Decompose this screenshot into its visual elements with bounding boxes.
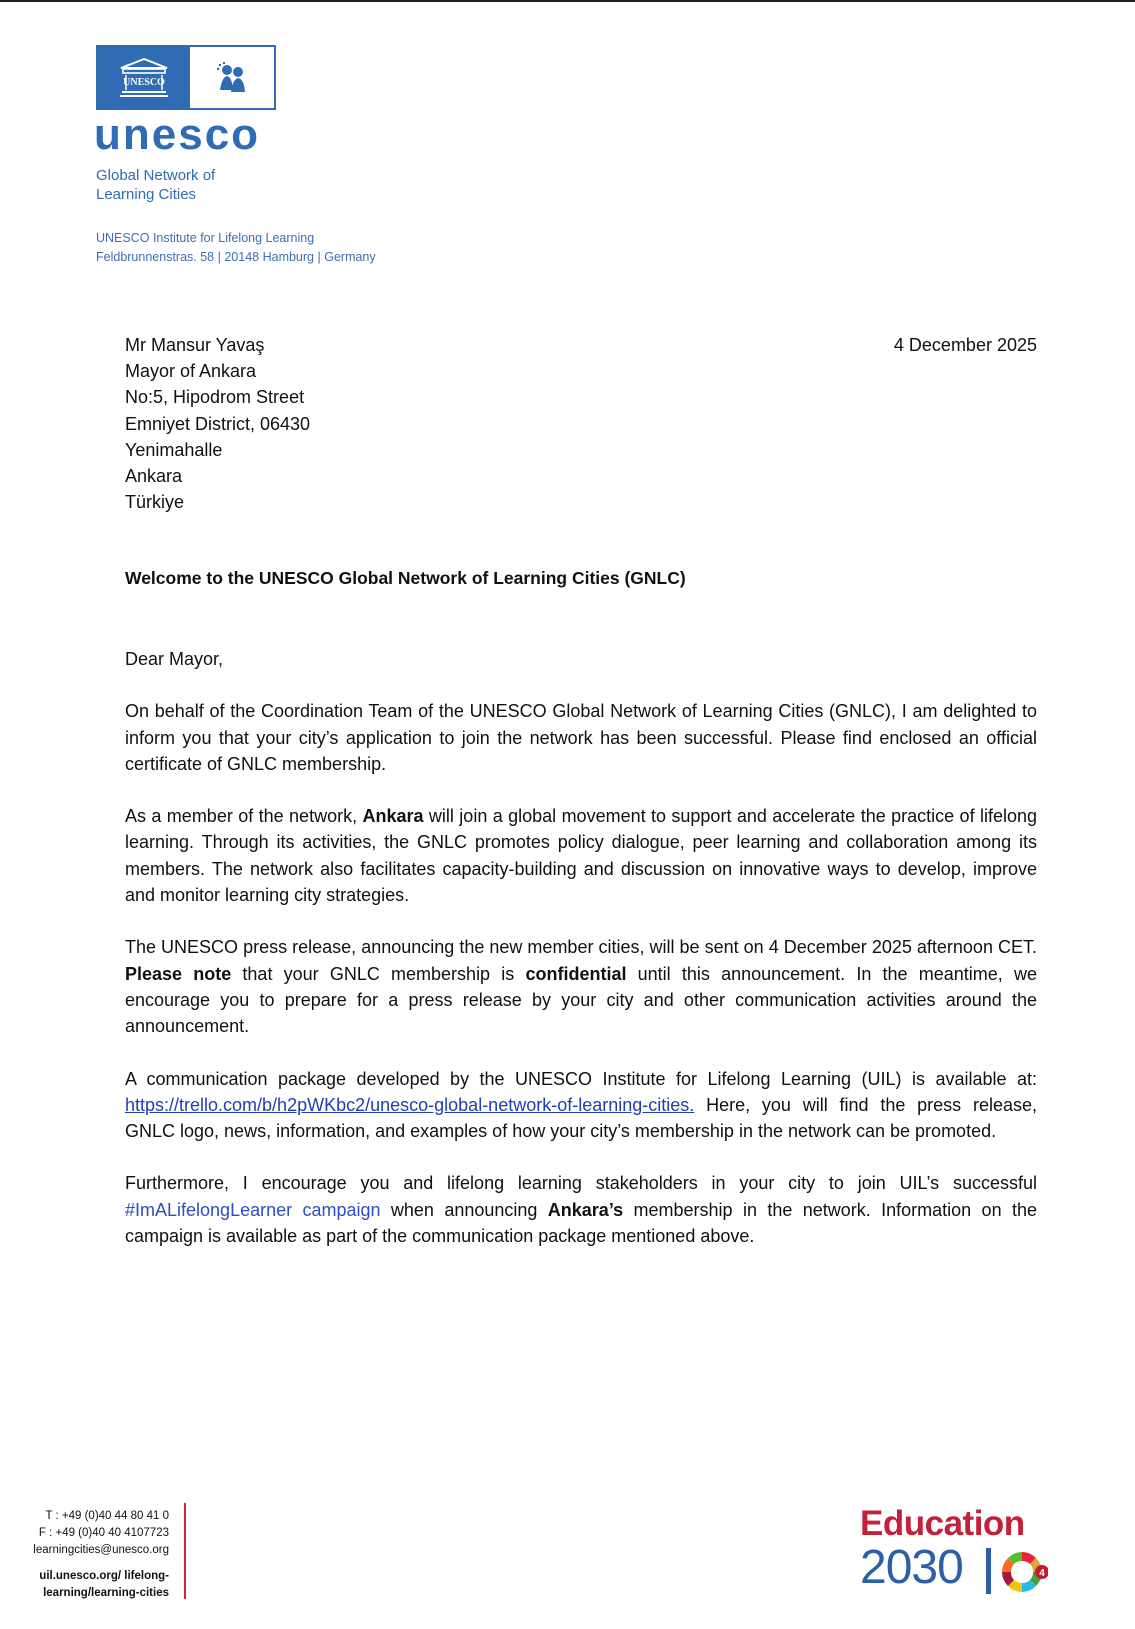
svg-text:4: 4 [1039,1568,1045,1579]
letter-subject: Welcome to the UNESCO Global Network of Learning Cities (GNLC) [125,568,686,588]
network-name: Global Network of Learning Cities [96,167,216,203]
institute-address: UNESCO Institute for Lifelong Learning Feldbrunnenstras. 58 | 20148 Hamburg | Germany [96,229,376,267]
learning-people-icon [214,60,250,96]
education-2030-logo [860,1506,1060,1596]
campaign-link[interactable]: #ImALifelongLearner campaign [125,1199,381,1220]
trello-link[interactable]: https://trello.com/b/h2pWKbc2/unesco-global-network-of-learning-cities. [125,1094,695,1115]
top-border [0,0,1135,2]
paragraph-1: On behalf of the Coordination Team of the UNESCO Global Network of Learning Cities (GNLC), I am delighted to inform you that your city’s application to join the network has been successful. Please find enclosed an official certificate of GNLC membership. [125,701,1037,774]
temple-icon [118,57,170,99]
sdg-wheel-icon [986,1546,1048,1598]
postal-address: Feldbrunnenstras. 58 | 20148 Hamburg | Germany [96,250,376,264]
letter-date: 4 December 2025 [893,335,1037,355]
footer-divider [184,1503,186,1599]
recipient-address: Mr Mansur Yavaş Mayor of Ankara No:5, Hipodrom Street Emniyet District, 06430 Yenimahalle Ankara Türkiye [125,335,311,513]
phone: T : +49 (0)40 44 80 41 0 [45,1510,169,1522]
temple-emblem [98,47,190,108]
education-year: 2030 [860,1541,963,1594]
unesco-logo [96,45,276,110]
letter-body [125,646,1037,1275]
contact-block [18,1508,169,1602]
paragraph-3: The UNESCO press release, announcing the new member cities, will be sent on 4 December 2025 afternoon CET. Please note that your GNLC membership is confidential until this announcement. In the meantime, we encourage you to prepare for a press release by your city and other communication activities around the announcement. [125,937,1037,1037]
learning-cities-emblem [190,47,274,108]
svg-text:UNESCO: UNESCO [123,76,165,88]
paragraph-5: Furthermore, I encourage you and lifelong learning stakeholders in your city to join UIL’s successful #ImALifelongLearner campaign when announcing Ankara’s membership in the network. Information on the campaign is available as part of the communication package mentioned above. [125,1173,1037,1247]
website: uil.unesco.org/ lifelong- learning/learning-cities [39,1570,169,1599]
email: learningcities@unesco.org [33,1544,169,1556]
unesco-wordmark: unesco [94,110,261,159]
paragraph-2: As a member of the network, Ankara will join a global movement to support and accelerate the practice of lifelong learning. Through its activities, the GNLC promotes policy dialogue, peer learning and collaboration among its members. The network also facilitates capacity-building and discussion on innovative ways to develop, improve and monitor learning city strategies. [125,806,1038,906]
paragraph-4: A communication package developed by the UNESCO Institute for Lifelong Learning (UIL) is available at: https://trello.com/b/h2pWKbc2/unesco-global-network-of-learning-cities. Here, you will find the press release, GNLC logo, news, information, and examples of how your city’s membership in the network can be promoted. [125,1068,1037,1142]
education-wordmark: Education [860,1504,1025,1543]
fax: F : +49 (0)40 40 4107723 [38,1527,169,1539]
salutation: Dear Mayor, [125,649,224,669]
